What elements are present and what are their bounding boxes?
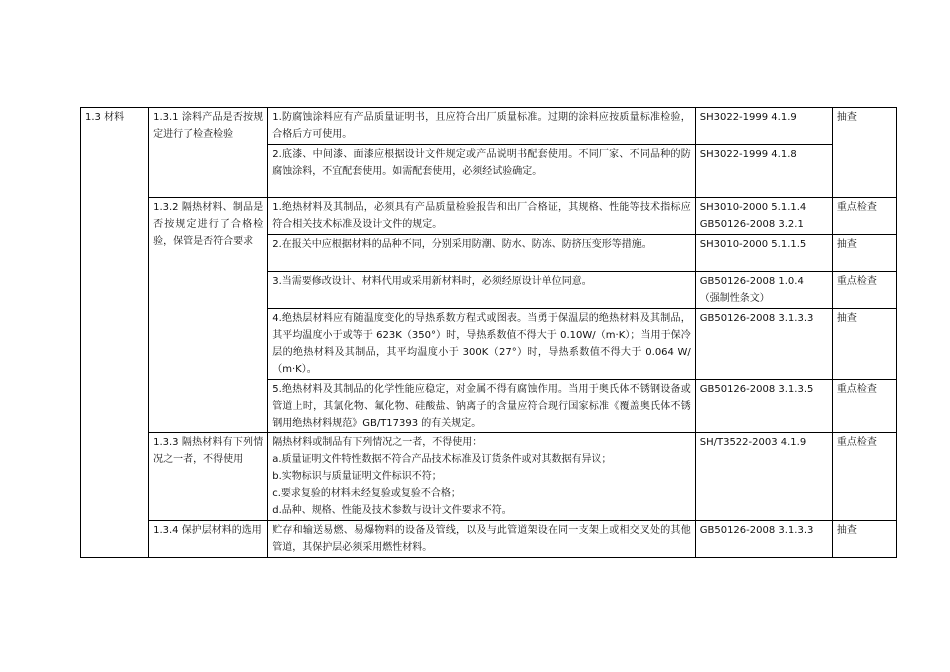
table-row (81, 521, 897, 558)
requirement-cell: 3.当需要修改设计、材料代用或采用新材料时，必须经原设计单位同意。 (268, 272, 696, 309)
requirement-cell: 1.防腐蚀涂料应有产品质量证明书，且应符合出厂质量标准。过期的涂料应按质量标准检验，合格后方可使用。 (268, 108, 696, 145)
requirement-cell: 5.绝热材料及其制品的化学性能应稳定，对金属不得有腐蚀作用。当用于奥氏体不锈钢设备或管道上时，其氯化物、氟化物、硅酸盐、钠离子的含量应符合现行国家标准《覆盖奥氏体不锈钢用绝热材料规范》GB/T17393 的有关规定。 (268, 380, 696, 433)
method-cell: 抽查 (832, 309, 896, 380)
requirement-cell: 2.底漆、中间漆、面漆应根据设计文件规定或产品说明书配套使用。不同厂家、不同品种的防腐蚀涂料，不宜配套使用。如需配套使用，必须经试验确定。 (268, 145, 696, 198)
standard-cell (695, 309, 832, 380)
method-cell: 重点检查 (832, 198, 896, 235)
standard-ref: SH3022-1999 4.1.8 (699, 149, 797, 160)
requirement-line: c.要求复验的材料未经复验或复验不合格； (272, 488, 461, 499)
standard-ref: SH3010-2000 5.1.1.5 (699, 239, 807, 250)
method-cell: 抽查 (832, 521, 896, 558)
standard-ref: GB50126-2008 1.0.4 (699, 276, 804, 287)
standard-cell (695, 521, 832, 558)
table-row (81, 108, 897, 145)
method-cell: 抽查 (832, 108, 896, 198)
inspection-table (80, 107, 897, 558)
requirement-cell: 2.在报关中应根据材料的品种不同，分别采用防潮、防水、防冻、防挤压变形等措施。 (268, 235, 696, 272)
standard-cell (695, 108, 832, 145)
requirement-line: 隔热材料或制品有下列情况之一者，不得使用： (272, 437, 483, 448)
standard-cell (695, 145, 832, 198)
method-cell: 重点检查 (832, 272, 896, 309)
table-row (81, 433, 897, 521)
standard-cell (695, 235, 832, 272)
requirement-line: d.品种、规格、性能及技术参数与设计文件要求不符。 (272, 505, 512, 516)
method-cell: 重点检查 (832, 380, 896, 433)
standard-cell (695, 433, 832, 521)
requirement-cell: 贮存和输送易燃、易爆物料的设备及管线，以及与此管道架设在同一支架上或相交叉处的其他管道，其保护层必须采用燃性材料。 (268, 521, 696, 558)
requirement-cell (268, 433, 696, 521)
standard-ref: GB50126-2008 3.1.3.3 (699, 525, 814, 536)
standard-ref: SH3022-1999 4.1.9 (699, 112, 797, 123)
item-cell: 1.3.1 涂料产品是否按规定进行了检查检验 (149, 108, 268, 198)
standard-cell (695, 380, 832, 433)
standard-ref: SH/T3522-2003 4.1.9 (699, 437, 807, 448)
standard-ref: GB50126-2008 3.1.3.3 (699, 313, 814, 324)
standard-cell (695, 198, 832, 235)
requirement-cell: 4.绝热层材料应有随温度变化的导热系数方程式或图表。当勇于保温层的绝热材料及其制品，其平均温度小于或等于 623K（350°）时，导热系数值不得大于 0.10W/（m·K）；当用于保冷层的绝热材料及其制品，其平均温度小于 300K（27°）时，导热系数值不得大于 0.064 W/（m·K）。 (268, 309, 696, 380)
section-cell: 1.3 材料 (81, 108, 149, 558)
inspection-page (80, 107, 897, 558)
standard-note: （强制性条文） (699, 293, 770, 304)
standard-ref: GB50126-2008 3.2.1 (699, 219, 804, 230)
requirement-line: a.质量证明文件特性数据不符合产品技术标准及订货条件或对其数据有异议； (272, 454, 612, 465)
requirement-line: b.实物标识与质量证明文件标识不符； (272, 471, 442, 482)
requirement-cell: 1.绝热材料及其制品，必须具有产品质量检验报告和出厂合格证，其规格、性能等技术指标应符合相关技术标准及设计文件的规定。 (268, 198, 696, 235)
table-row (81, 198, 897, 235)
standard-ref: GB50126-2008 3.1.3.5 (699, 384, 814, 395)
item-cell: 1.3.2 隔热材料、制品是否按规定进行了合格检验，保管是否符合要求 (149, 198, 268, 433)
item-cell: 1.3.3 隔热材料有下列情况之一者，不得使用 (149, 433, 268, 521)
method-cell: 重点检查 (832, 433, 896, 521)
item-cell: 1.3.4 保护层材料的选用 (149, 521, 268, 558)
standard-cell (695, 272, 832, 309)
standard-ref: SH3010-2000 5.1.1.4 (699, 202, 807, 213)
method-cell: 抽查 (832, 235, 896, 272)
